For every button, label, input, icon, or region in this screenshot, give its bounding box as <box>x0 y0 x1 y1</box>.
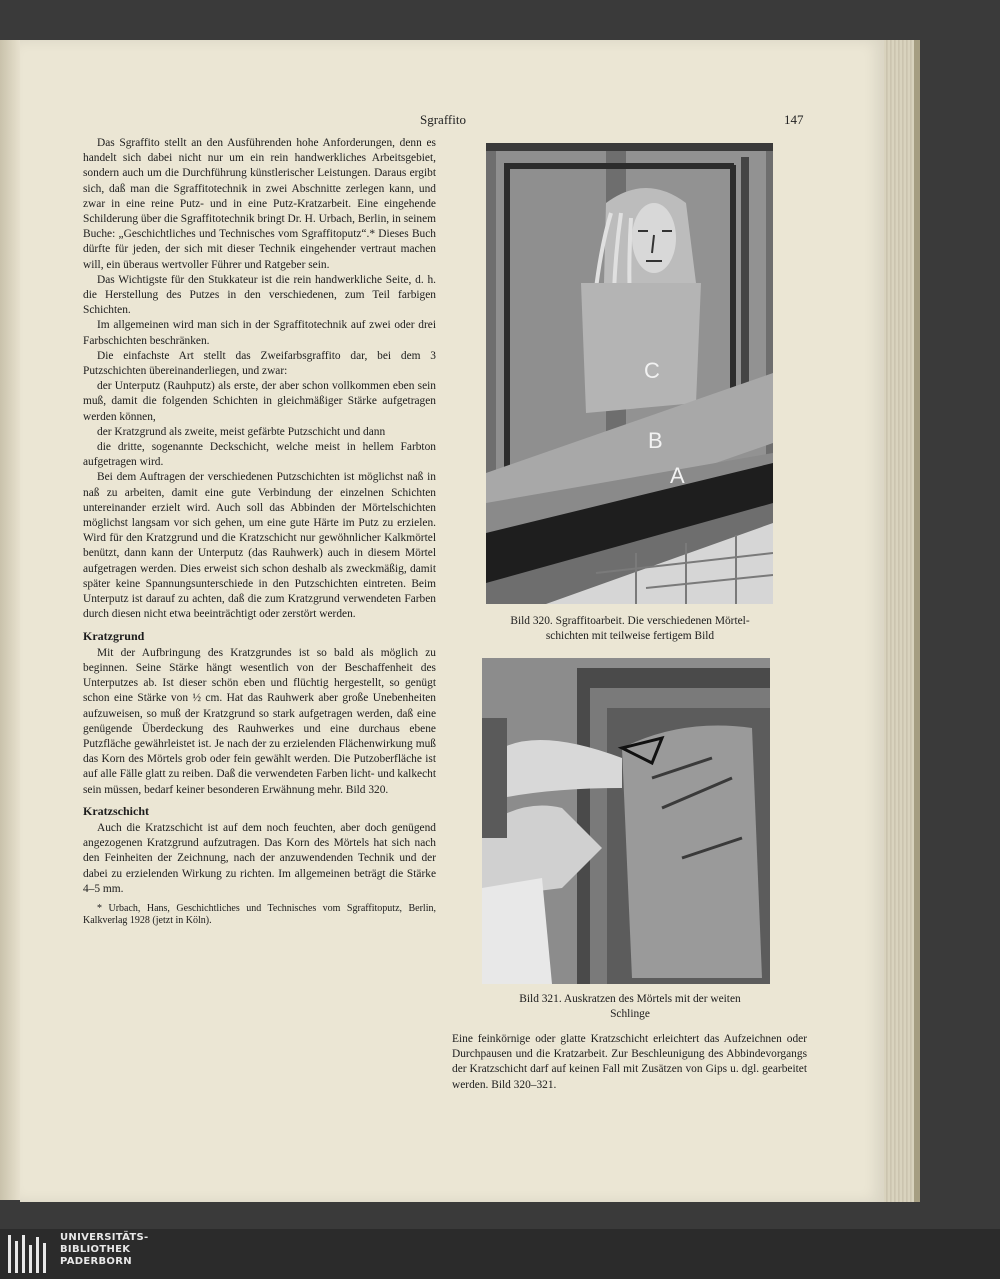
paragraph: Die einfachste Art stellt das Zweifarbsgraffito dar, bei dem 3 Putzschichten übereinanderliegen, und zwar: <box>83 349 436 378</box>
library-name <box>60 1232 149 1268</box>
caption-line: Schlinge <box>610 1008 650 1020</box>
layer-label-a: A <box>670 463 685 488</box>
caption-line: schichten mit teilweise fertigem Bild <box>545 630 715 642</box>
layer-label-c: C <box>644 358 660 383</box>
paragraph: Bei dem Auftragen der verschiedenen Putzschichten ist möglichst naß in naß zu arbeiten, damit eine gute Verbindung der einzelnen Schichten untereinander erzielt wird. Auch soll das Abbinden der Mörtelschichten möglichst langsam vor sich gehen, um eine gute Härte im Putz zu erzielen. Wird für den Kratzgrund und die Kratzschicht nur gewöhnlicher Kalkmörtel benützt, dann kann der Unterputz (das Rauhwerk) auch in diesem Mörtel aufgetragen werden. Dies erweist sich schon deshalb als zweckmäßig, damit später keine Spannungsunterschiede in den Putzschichten eintreten. Beim Unterputz ist darauf zu achten, daß die zum Kratzgrund verwendeten Farben durch diesen nicht etwa beeinträchtigt oder zerstört werden. <box>83 471 436 621</box>
facing-page-edge <box>0 40 20 1200</box>
section-heading-kratzgrund: Kratzgrund <box>83 628 145 643</box>
right-column <box>452 1032 807 1093</box>
running-title: Sgraffito <box>420 112 466 127</box>
figure-320-photo <box>486 143 773 604</box>
figure-320-caption <box>470 614 790 644</box>
layer-label-b: B <box>648 428 663 453</box>
paragraph: Im allgemeinen wird man sich in der Sgraffitotechnik auf zwei oder drei Farbschichten beschränken. <box>83 319 436 347</box>
library-footer <box>0 1229 1000 1279</box>
library-logo-icon <box>6 1233 52 1275</box>
library-name-line: BIBLIOTHEK <box>60 1244 131 1255</box>
list-item: die dritte, sogenannte Deckschicht, welche meist in hellem Farbton aufgetragen wird. <box>83 441 436 469</box>
page-number: 147 <box>784 112 804 127</box>
list-item: der Kratzgrund als zweite, meist gefärbte Putzschicht und dann <box>97 425 386 438</box>
library-name-line: PADERBORN <box>60 1256 132 1267</box>
paragraph: Mit der Aufbringung des Kratzgrundes ist so bald als möglich zu beginnen. Seine Stärke hängt wesentlich von der Beschaffenheit des Unterputzes ab. Ist dieser schön eben und flüchtig hergestellt, so genügt schon eine Stärke von ½ cm. Hat das Rauhwerk aber große Unebenheiten aufzuweisen, so muß der Kratzgrund so stark aufgetragen werden, daß eine genügende Überdeckung des Rauhwerkes und eine durchaus ebene Putzfläche gewährleistet ist. Je nach der zu erzielenden Flächenwirkung muß das Korn des Mörtels grob oder fein gewählt werden. Die Putzoberfläche ist auf alle Fälle glatt zu reiben. Daß die verwendeten Farben licht- und kalkecht sein müssen, bedarf keiner besonderen Erwähnung mehr. Bild 320. <box>83 646 436 796</box>
book-cover-edge <box>914 40 920 1202</box>
scratching-mortar-image <box>482 658 770 984</box>
list-item: der Unterputz (Rauhputz) als erste, der aber schon vollkommen eben sein muß, damit die folgenden Schichten in gleichmäßiger Stärke aufgetragen werden können, <box>83 380 436 423</box>
paragraph: Auch die Kratzschicht ist auf dem noch feuchten, aber doch genügend angezogenen Kratzgrund aufzutragen. Das Korn des Mörtels hat sich nach den Feinheiten der Zeichnung, nach der anzuwendenden Technik und der dabei zu erzielenden Wirkung zu richten. Im allgemeinen beträgt die Stärke 4–5 mm. <box>83 821 436 895</box>
paragraph: Das Sgraffito stellt an den Ausführenden hohe Anforderungen, denn es handelt sich dabei nicht nur um ein rein handwerkliches Arbeitsgebiet, sondern auch um die Durchführung künstlerischer Leistungen. Daraus ergibt sich, daß man die Sgraffitotechnik in zwei Abschnitte zerlegen kann, und zwar in eine reine Putz- und in eine Putz-Kratzarbeit. Eine eingehende Schilderung über die Sgraffitotechnik bringt Dr. H. Urbach, Berlin, in seinem Buche: „Geschichtliches und Technisches vom Sgraffitoputz“.* Dieses Buch dürfte für jeden, der sich mit dieser Technik eingehender vertraut machen will, ein überaus wertvoller Führer und Ratgeber sein. <box>83 137 436 271</box>
caption-line: Bild 320. Sgraffitoarbeit. Die verschiedenen Mörtel- <box>510 615 750 627</box>
figure-321-caption <box>470 992 790 1022</box>
library-name-line: UNIVERSITÄTS- <box>60 1232 149 1243</box>
footnote: * Urbach, Hans, Geschichtliches und Technisches vom Sgraffitoputz, Berlin, Kalkverlag 1928 (jetzt in Köln). <box>83 902 436 927</box>
caption-line: Bild 321. Auskratzen des Mörtels mit der weiten <box>519 993 741 1005</box>
page-stack-edge <box>884 40 914 1202</box>
figure-321-photo <box>482 658 770 984</box>
paragraph: Das Wichtigste für den Stukkateur ist die rein handwerkliche Seite, d. h. die Herstellung des Putzes in den verschiedenen, zum Teil farbigen Schichten. <box>83 273 436 317</box>
paragraph: Eine feinkörnige oder glatte Kratzschicht erleichtert das Aufzeichnen oder Durchpausen und die Kratzarbeit. Zur Beschleunigung des Abbindevorgangs der Kratzschicht darf auf keinen Fall mit Zusätzen von Gips u. dgl. gearbeitet werden. Bild 320–321. <box>452 1033 807 1091</box>
left-column <box>83 136 436 928</box>
sgraffito-layers-image <box>486 143 773 604</box>
section-heading-kratzschicht: Kratzschicht <box>83 803 149 818</box>
